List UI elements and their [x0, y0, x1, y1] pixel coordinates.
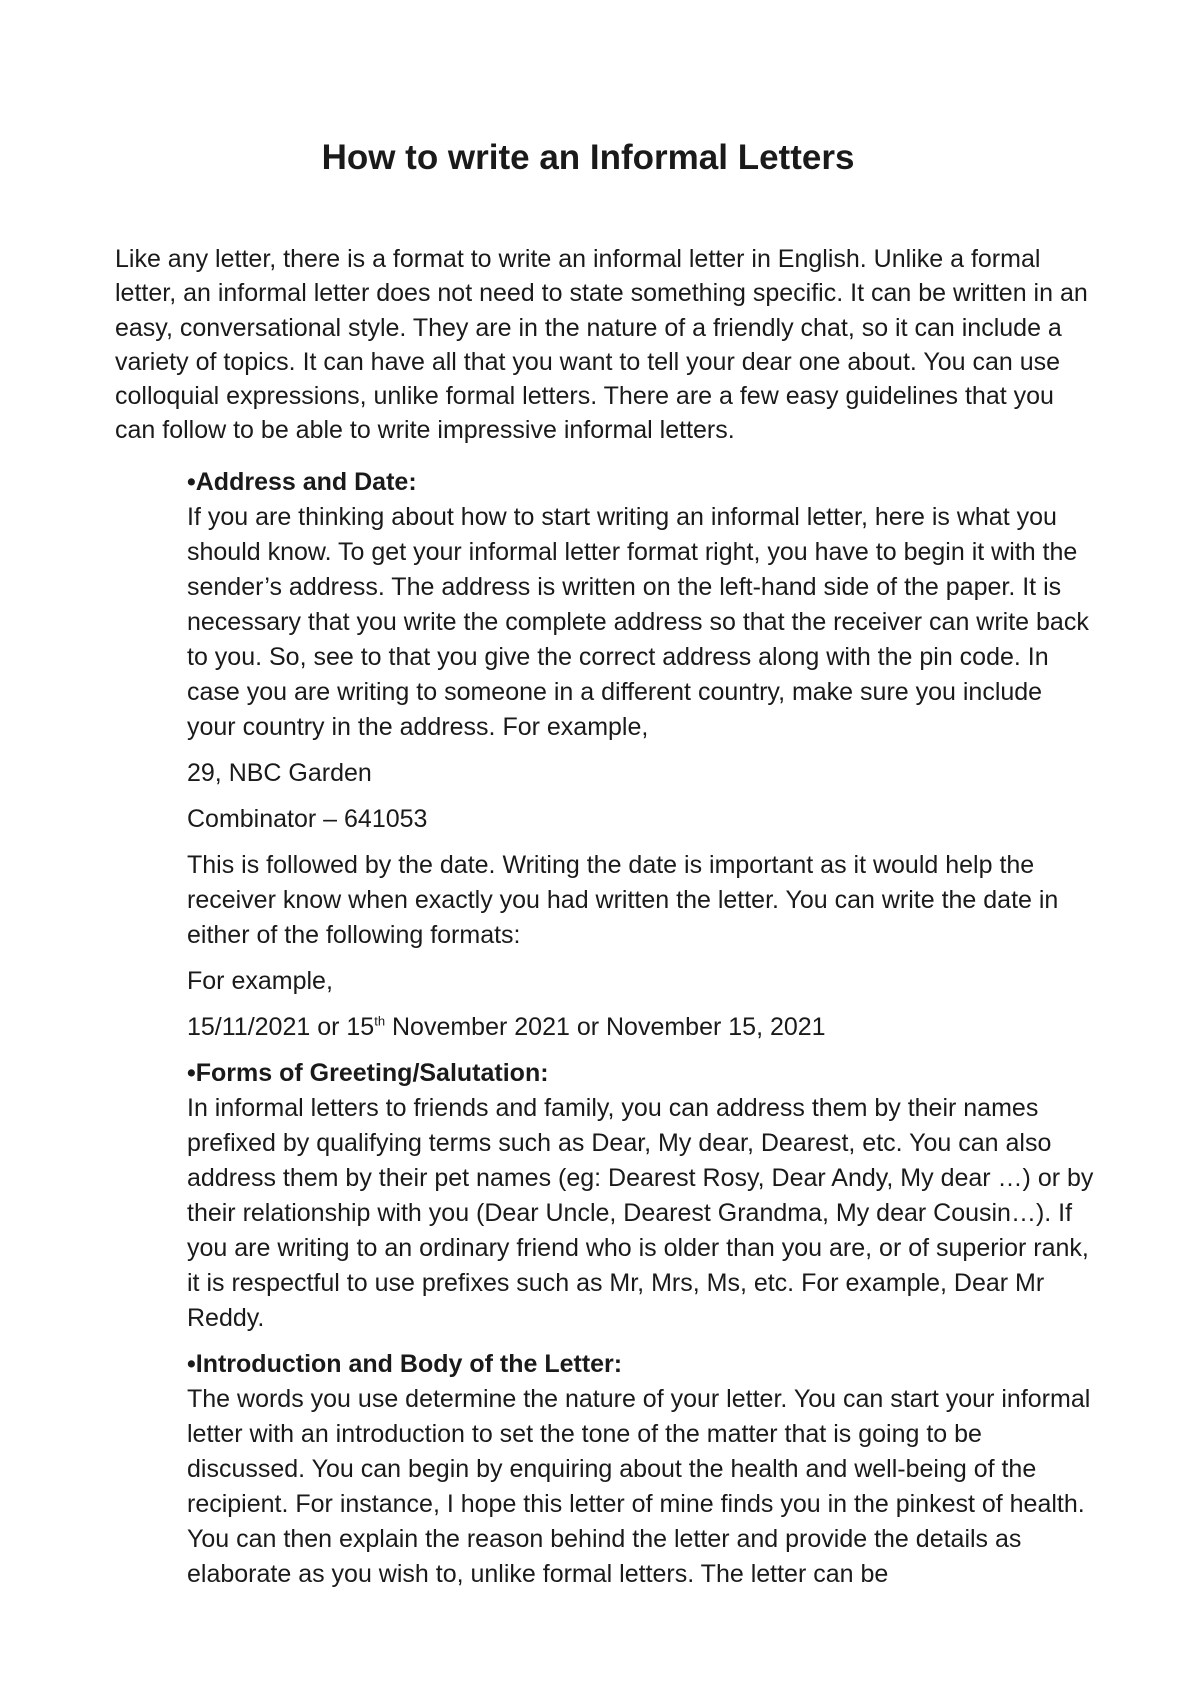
- date-formats-before: 15/11/2021 or 15: [187, 1013, 375, 1041]
- section-body-introduction-body: The words you use determine the nature of your letter. You can start your informal letter with an introduction to set the tone of the matter that is going to be discussed. You can begin by enquiring about the health and well-being of the recipient. For instance, I hope this letter of mine finds you in the pinkest of health. You can then explain the reason behind the letter and provide the details as elaborate as you wish to, unlike formal letters. The letter can be: [187, 1385, 1091, 1588]
- document-title: How to write an Informal Letters: [321, 138, 855, 177]
- section-body-greeting: In informal letters to friends and family, you can address them by their names prefixed by qualifying terms such as Dear, My dear, Dearest, etc. You can also address them by their pet names (eg: Dearest Rosy, Dear Andy, My dear …) or by their relationship with you (Dear Uncle, Dearest Grandma, My dear Cousin…). If you are writing to an ordinary friend who is older than you are, or of superior rank, it is respectful to use prefixes such as Mr, Mrs, Ms, etc. For example, Dear Mr Reddy.: [187, 1094, 1094, 1332]
- section-body-address-date: If you are thinking about how to start writing an informal letter, here is what you should know. To get your informal letter format right, you have to begin it with the sender’s address. The address is written on the left-hand side of the paper. It is necessary that you write the complete address so that the receiver can write back to you. So, see to that you give the correct address along with the pin code. In case you are writing to someone in a different country, make sure you include your country in the address. For example,: [187, 503, 1089, 741]
- date-paragraph: This is followed by the date. Writing the date is important as it would help the receiver know when exactly you had written the letter. You can write the date in either of the following formats:: [187, 851, 1059, 949]
- address-line-1: 29, NBC Garden: [187, 759, 372, 787]
- document-content: [187, 465, 1097, 1592]
- address-line-2: Combinator – 641053: [187, 805, 428, 833]
- section-heading-introduction-body: •Introduction and Body of the Letter:: [187, 1350, 623, 1378]
- date-ordinal-suffix: th: [374, 1013, 386, 1029]
- section-heading-address-date: •Address and Date:: [187, 468, 417, 496]
- intro-paragraph: Like any letter, there is a format to write an informal letter in English. Unlike a formal letter, an informal letter does not need to state something specific. It can be written in an easy, conversational style. They are in the nature of a friendly chat, so it can include a variety of topics. It can have all that you want to tell your dear one about. You can use colloquial expressions, unlike formal letters. There are a few easy guidelines that you can follow to be able to write impressive informal letters.: [115, 245, 1088, 445]
- date-formats: [187, 1010, 1097, 1045]
- section-heading-greeting: •Forms of Greeting/Salutation:: [187, 1059, 549, 1087]
- date-formats-after: November 2021 or November 15, 2021: [385, 1013, 826, 1041]
- date-example-label: For example,: [187, 967, 333, 995]
